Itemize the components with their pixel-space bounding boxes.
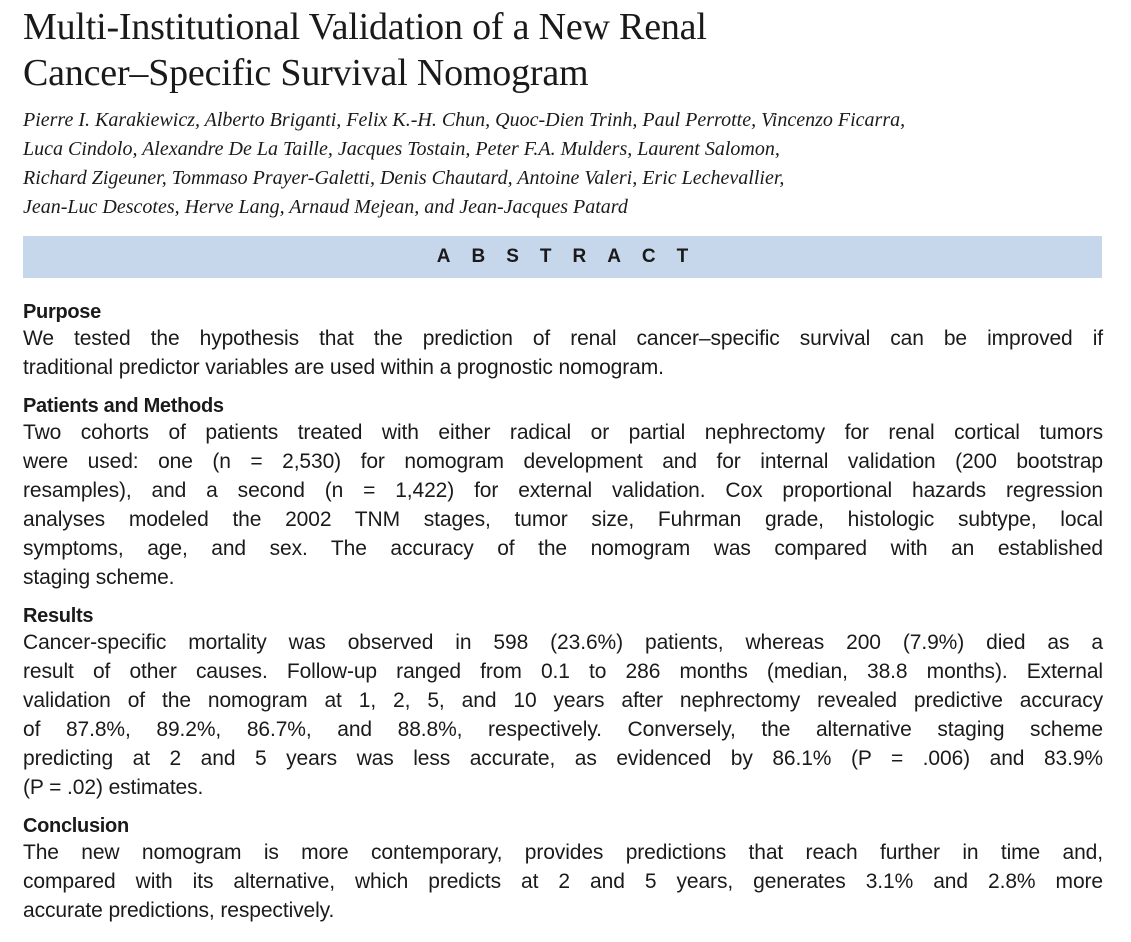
- body-line: (P = .02) estimates.: [23, 776, 204, 799]
- paper-title: [23, 4, 1103, 96]
- section-purpose: [23, 300, 1103, 382]
- body-line: of 87.8%, 89.2%, 86.7%, and 88.8%, respectively. Conversely, the alternative staging scheme: [23, 718, 1103, 741]
- body-line: predicting at 2 and 5 years was less accurate, as evidenced by 86.1% (P = .006) and 83.9%: [23, 747, 1103, 770]
- section-results: [23, 604, 1103, 802]
- section-heading: Patients and Methods: [23, 395, 224, 417]
- author-line: Pierre I. Karakiewicz, Alberto Briganti, Felix K.-H. Chun, Quoc-Dien Trinh, Paul Perrotte, Vincenzo Ficarra,: [23, 109, 906, 131]
- section-body: [23, 838, 1103, 925]
- section-heading: Conclusion: [23, 815, 129, 837]
- title-line: Multi-Institutional Validation of a New Renal: [23, 6, 707, 48]
- section-heading: Results: [23, 605, 94, 627]
- section-body: [23, 628, 1103, 802]
- author-line: Jean-Luc Descotes, Herve Lang, Arnaud Mejean, and Jean-Jacques Patard: [23, 196, 628, 218]
- body-line: analyses modeled the 2002 TNM stages, tumor size, Fuhrman grade, histologic subtype, local: [23, 508, 1103, 531]
- body-line: symptoms, age, and sex. The accuracy of the nomogram was compared with an established: [23, 537, 1103, 560]
- author-list: [23, 106, 1103, 222]
- body-line: resamples), and a second (n = 1,422) for external validation. Cox proportional hazards regression: [23, 479, 1103, 502]
- title-line: Cancer–Specific Survival Nomogram: [23, 52, 589, 94]
- body-line: result of other causes. Follow-up ranged from 0.1 to 286 months (median, 38.8 months). External: [23, 660, 1103, 683]
- body-line: were used: one (n = 2,530) for nomogram development and for internal validation (200 bootstrap: [23, 450, 1103, 473]
- section-body: [23, 418, 1103, 592]
- section-heading: Purpose: [23, 301, 101, 323]
- body-line: validation of the nomogram at 1, 2, 5, and 10 years after nephrectomy revealed predictive accuracy: [23, 689, 1103, 712]
- author-line: Richard Zigeuner, Tommaso Prayer-Galetti, Denis Chautard, Antoine Valeri, Eric Lechevallier,: [23, 167, 785, 189]
- body-line: We tested the hypothesis that the prediction of renal cancer–specific survival can be improved if: [23, 327, 1103, 350]
- section-conclusion: [23, 814, 1103, 925]
- body-line: Cancer-specific mortality was observed in 598 (23.6%) patients, whereas 200 (7.9%) died as a: [23, 631, 1103, 654]
- body-line: compared with its alternative, which predicts at 2 and 5 years, generates 3.1% and 2.8% more: [23, 870, 1103, 893]
- author-line: Luca Cindolo, Alexandre De La Taille, Jacques Tostain, Peter F.A. Mulders, Laurent Salomon,: [23, 138, 780, 160]
- section-patients-methods: [23, 394, 1103, 592]
- abstract-header-bar: [23, 236, 1102, 278]
- body-line: traditional predictor variables are used within a prognostic nomogram.: [23, 356, 664, 379]
- body-line: staging scheme.: [23, 566, 175, 589]
- abstract-label: ABSTRACT: [436, 246, 710, 267]
- body-line: Two cohorts of patients treated with either radical or partial nephrectomy for renal cortical tumors: [23, 421, 1103, 444]
- body-line: The new nomogram is more contemporary, provides predictions that reach further in time and,: [23, 841, 1103, 864]
- body-line: accurate predictions, respectively.: [23, 899, 335, 922]
- section-body: [23, 324, 1103, 382]
- paper-page: [23, 0, 1103, 925]
